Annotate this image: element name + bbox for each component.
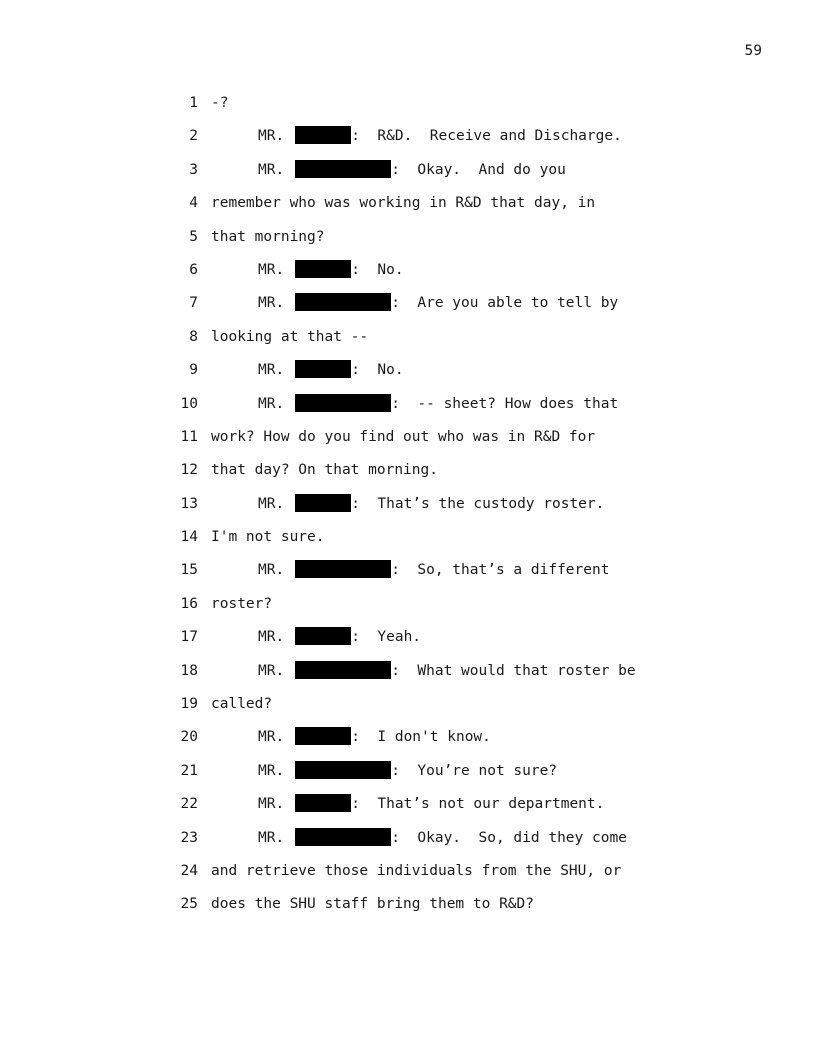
speaker-line [258,359,404,381]
redaction-bar [295,126,351,144]
speaker-line [258,559,609,581]
speech-text: : That’s not our department. [351,796,605,813]
line-text: that morning? [211,228,325,245]
speaker-title: MR. [258,362,285,379]
speaker-line [258,259,404,281]
speech-text: : Yeah. [351,629,422,646]
line-text: work? How do you find out who was in R&D for [211,428,596,445]
speech-text: : You’re not sure? [391,762,558,779]
transcript-line [0,92,816,125]
speech-text: : No. [351,362,404,379]
speaker-line [258,125,622,147]
transcript-line [0,459,816,492]
speech-text: : What would that roster be [391,662,636,679]
line-number: 23 [180,829,198,846]
line-text: called? [211,696,273,713]
redaction-bar [295,661,391,679]
line-number: 3 [189,161,198,178]
transcript-line [0,626,816,659]
transcript-line [0,426,816,459]
speaker-title: MR. [258,261,285,278]
line-number: 13 [180,495,198,512]
redaction-bar [295,627,351,645]
redaction-bar [295,260,351,278]
transcript-line [0,593,816,626]
transcript-line [0,860,816,893]
speaker-title: MR. [258,295,285,312]
speaker-title: MR. [258,395,285,412]
speaker-title: MR. [258,629,285,646]
speech-text: : So, that’s a different [391,562,610,579]
transcript-line [0,559,816,592]
transcript-line [0,893,816,926]
speaker-line [258,159,566,181]
transcript-line [0,292,816,325]
line-number: 12 [180,462,198,479]
line-number: 11 [180,428,198,445]
line-number: 24 [180,862,198,879]
speaker-line [258,292,618,314]
line-number: 2 [189,128,198,145]
speaker-title: MR. [258,729,285,746]
transcript-line [0,226,816,259]
speaker-title: MR. [258,495,285,512]
transcript-line [0,693,816,726]
line-number: 20 [180,729,198,746]
line-number: 18 [180,662,198,679]
page-number: 59 [744,43,762,59]
line-number: 25 [180,896,198,913]
transcript-line [0,493,816,526]
speaker-title: MR. [258,762,285,779]
line-number: 14 [180,529,198,546]
transcript-line [0,726,816,759]
line-number: 8 [189,328,198,345]
speech-text: : That’s the custody roster. [351,495,605,512]
transcript-line [0,393,816,426]
line-text: remember who was working in R&D that day, in [211,195,596,212]
redaction-bar [295,494,351,512]
transcript-line [0,827,816,860]
redaction-bar [295,794,351,812]
transcript-body [0,92,816,927]
speech-text: : I don't know. [351,729,491,746]
speaker-title: MR. [258,829,285,846]
line-number: 17 [180,629,198,646]
speech-text: : Okay. So, did they come [391,829,627,846]
line-text: looking at that -- [211,328,369,345]
line-text: that day? On that morning. [211,462,438,479]
transcript-line [0,359,816,392]
line-number: 7 [189,295,198,312]
speaker-title: MR. [258,161,285,178]
speech-text: : Okay. And do you [391,161,566,178]
line-number: 1 [189,95,198,111]
line-number: 10 [180,395,198,412]
redaction-bar [295,360,351,378]
speaker-line [258,493,604,515]
transcript-line [0,259,816,292]
speaker-line [258,660,636,682]
speaker-line [258,793,604,815]
line-text: -? [211,95,229,111]
speech-text: : Are you able to tell by [391,295,619,312]
line-text: does the SHU staff bring them to R&D? [211,896,535,913]
transcript-line [0,760,816,793]
transcript-line [0,526,816,559]
transcript-line [0,159,816,192]
line-text: roster? [211,595,273,612]
line-number: 22 [180,796,198,813]
redaction-bar [295,727,351,745]
line-number: 5 [189,228,198,245]
speaker-line [258,760,557,782]
line-number: 9 [189,362,198,379]
line-number: 6 [189,261,198,278]
line-number: 4 [189,195,198,212]
redaction-bar [295,560,391,578]
redaction-bar [295,160,391,178]
speaker-title: MR. [258,796,285,813]
redaction-bar [295,394,391,412]
speaker-title: MR. [258,128,285,145]
speaker-line [258,393,618,415]
redaction-bar [295,828,391,846]
speaker-title: MR. [258,562,285,579]
line-text: and retrieve those individuals from the SHU, or [211,862,622,879]
speaker-line [258,827,627,849]
line-text: I'm not sure. [211,529,325,546]
speaker-title: MR. [258,662,285,679]
line-number: 19 [180,696,198,713]
line-number: 16 [180,595,198,612]
transcript-line [0,326,816,359]
redaction-bar [295,761,391,779]
transcript-line [0,192,816,225]
transcript-line [0,125,816,158]
redaction-bar [295,293,391,311]
speech-text: : R&D. Receive and Discharge. [351,128,622,145]
speech-text: : No. [351,261,404,278]
line-number: 15 [180,562,198,579]
transcript-line [0,660,816,693]
transcript-line [0,793,816,826]
speaker-line [258,726,491,748]
speech-text: : -- sheet? How does that [391,395,619,412]
line-number: 21 [180,762,198,779]
speaker-line [258,626,421,648]
